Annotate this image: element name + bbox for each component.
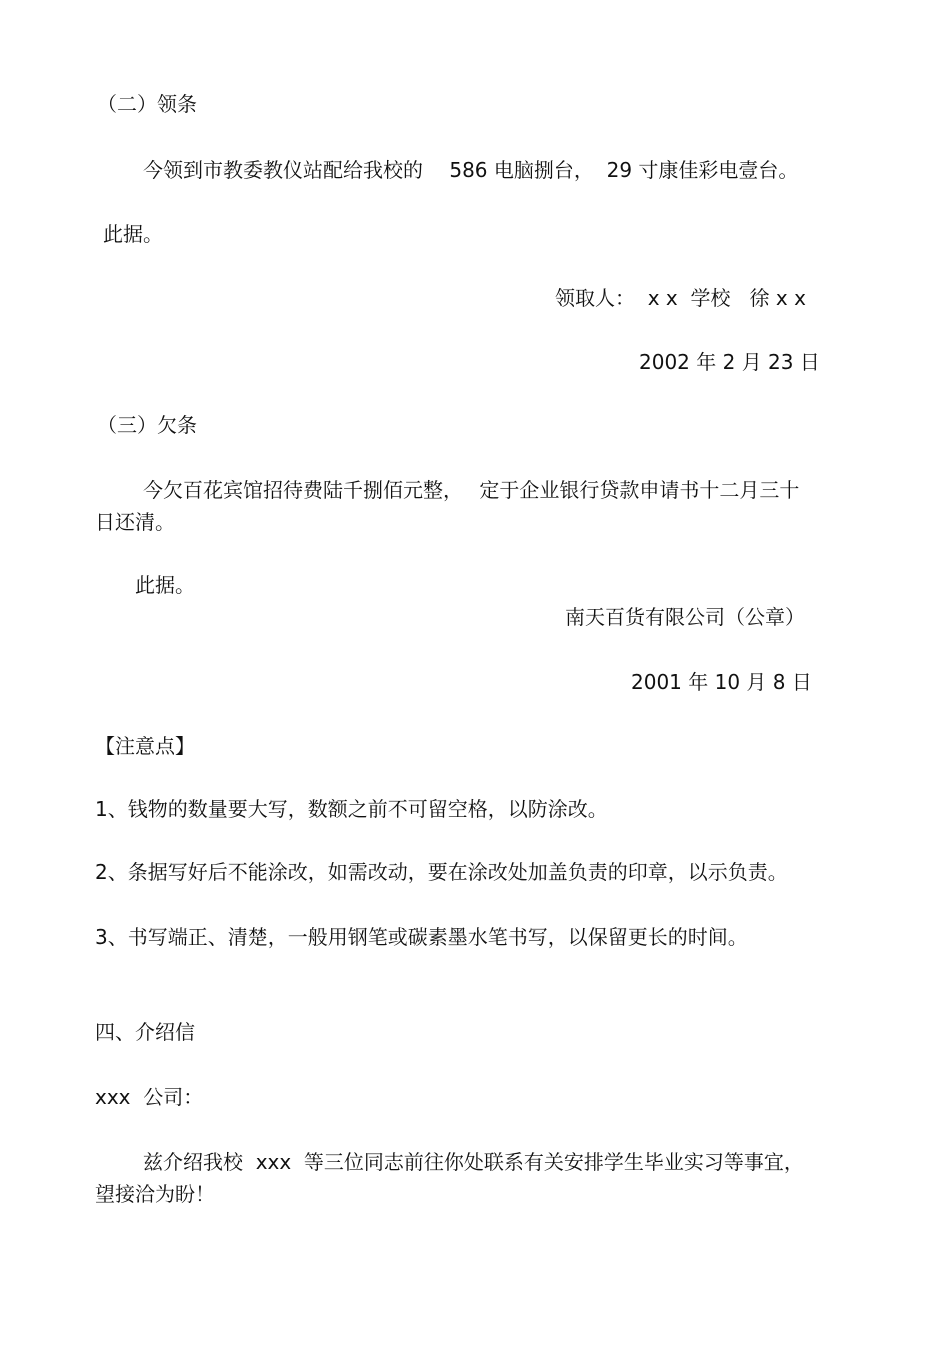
notes-heading: 【注意点】 — [95, 734, 195, 758]
receipt-date: 2002 年 2 月 23 日 — [639, 350, 820, 374]
iou-heading: （三）欠条 — [97, 413, 197, 437]
notes-item-3: 3、书写端正、清楚，一般用钢笔或碳素墨水笔书写，以保留更长的时间。 — [95, 925, 748, 949]
receipt-signature: 领取人： x x 学校 徐 x x — [555, 286, 806, 310]
receipt-heading: （二）领条 — [97, 92, 197, 116]
intro-letter-body-line1: 兹介绍我校 xxx 等三位同志前往你处联系有关安排学生毕业实习等事宜， — [143, 1150, 804, 1174]
iou-closing: 此据。 — [135, 573, 195, 597]
iou-signature: 南天百货有限公司（公章） — [565, 605, 805, 629]
receipt-closing: 此据。 — [103, 222, 163, 246]
iou-body-line2: 日还清。 — [95, 510, 175, 534]
intro-letter-heading: 四、介绍信 — [95, 1020, 195, 1044]
notes-item-1: 1、钱物的数量要大写，数额之前不可留空格，以防涂改。 — [95, 797, 608, 821]
notes-item-2: 2、条据写好后不能涂改，如需改动，要在涂改处加盖负责的印章，以示负责。 — [95, 860, 788, 884]
iou-body-line1: 今欠百花宾馆招待费陆千捌佰元整， 定于企业银行贷款申请书十二月三十 — [143, 478, 800, 502]
iou-date: 2001 年 10 月 8 日 — [631, 670, 812, 694]
receipt-body: 今领到市教委教仪站配给我校的 586 电脑捌台， 29 寸康佳彩电壹台。 — [143, 158, 799, 182]
intro-letter-body-line2: 望接洽为盼！ — [95, 1182, 215, 1206]
intro-letter-salutation: xxx 公司： — [95, 1085, 204, 1109]
